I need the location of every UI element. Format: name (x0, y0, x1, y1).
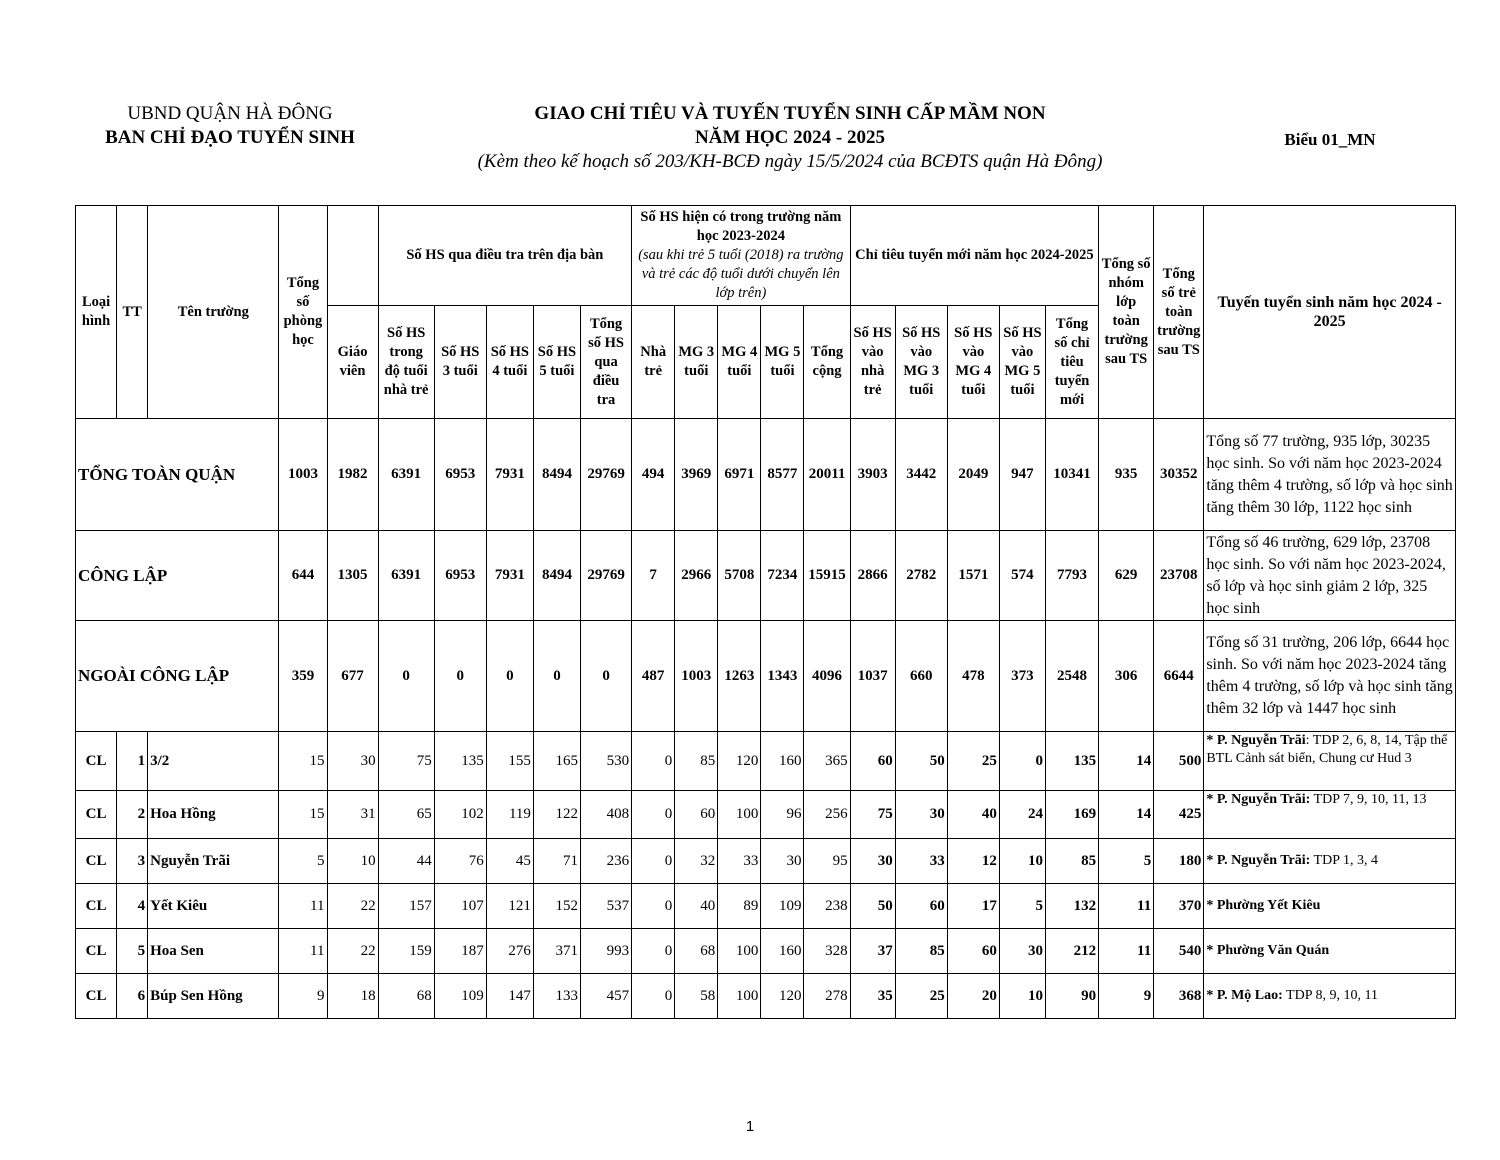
school-index: 6 (117, 974, 148, 1019)
summary-cell: 574 (999, 531, 1045, 621)
school-cell: 95 (804, 839, 850, 884)
school-cell: 31 (327, 791, 378, 839)
summary-cell: 0 (434, 621, 486, 732)
school-cell: 365 (804, 732, 850, 791)
school-type: CL (76, 974, 117, 1019)
summary-cell: 1003 (675, 621, 718, 732)
col-dt-3-tuoi: Số HS 3 tuổi (434, 306, 486, 419)
school-cell: 133 (533, 974, 580, 1019)
summary-cell: 1037 (850, 621, 895, 732)
summary-cell: 1982 (327, 419, 378, 531)
school-zone-note (1204, 732, 1456, 791)
school-cell: 30 (999, 929, 1045, 974)
group-hien-co (632, 206, 850, 306)
summary-cell: 1003 (279, 419, 327, 531)
col-tuyen-tuyen-sinh: Tuyến tuyển sinh năm học 2024 - 2025 (1204, 206, 1456, 419)
school-type: CL (76, 884, 117, 929)
org-line-1: UBND QUẬN HÀ ĐÔNG (127, 103, 333, 124)
document-title-block (420, 102, 1160, 174)
school-cell: 11 (279, 884, 327, 929)
school-cell: 135 (1045, 732, 1098, 791)
summary-cell: 7931 (486, 531, 533, 621)
school-row (76, 791, 1456, 839)
school-cell: 22 (327, 929, 378, 974)
school-row (76, 732, 1456, 791)
summary-cell: 3903 (850, 419, 895, 531)
summary-cell: 20011 (804, 419, 850, 531)
col-ten-truong: Tên trường (148, 206, 279, 419)
school-cell: 157 (378, 884, 434, 929)
school-cell: 120 (761, 974, 804, 1019)
school-cell: 147 (486, 974, 533, 1019)
zone-detail: TDP 1, 3, 4 (1310, 853, 1378, 868)
school-cell: 165 (533, 732, 580, 791)
summary-cell: 23708 (1154, 531, 1204, 621)
school-name: Búp Sen Hồng (148, 974, 279, 1019)
summary-cell: 7234 (761, 531, 804, 621)
summary-cell: 935 (1099, 419, 1154, 531)
summary-cell: 30352 (1154, 419, 1204, 531)
school-row (76, 884, 1456, 929)
col-tong-nhom-lop: Tổng số nhóm lớp toàn trường sau TS (1099, 206, 1154, 419)
school-cell: 40 (675, 884, 718, 929)
summary-cell: 6953 (434, 531, 486, 621)
summary-cell: 7793 (1045, 531, 1098, 621)
school-index: 3 (117, 839, 148, 884)
school-cell: 5 (1099, 839, 1154, 884)
summary-row (76, 621, 1456, 732)
col-ct-nha-tre: Số HS vào nhà trẻ (850, 306, 895, 419)
col-hc-mg5: MG 5 tuổi (761, 306, 804, 419)
summary-cell: 10341 (1045, 419, 1098, 531)
school-cell: 10 (999, 839, 1045, 884)
col-ct-mg5: Số HS vào MG 5 tuổi (999, 306, 1045, 419)
school-cell: 457 (580, 974, 631, 1019)
school-cell: 18 (327, 974, 378, 1019)
school-cell: 71 (533, 839, 580, 884)
school-cell: 44 (378, 839, 434, 884)
school-cell: 500 (1154, 732, 1204, 791)
summary-row (76, 531, 1456, 621)
summary-cell: 629 (1099, 531, 1154, 621)
school-cell: 33 (718, 839, 761, 884)
zone-ward: * P. Nguyễn Trãi: (1206, 792, 1311, 807)
col-hc-nha-tre: Nhà trẻ (632, 306, 675, 419)
school-cell: 993 (580, 929, 631, 974)
summary-cell: 0 (580, 621, 631, 732)
school-cell: 15 (279, 791, 327, 839)
summary-cell: 29769 (580, 531, 631, 621)
school-cell: 169 (1045, 791, 1098, 839)
school-zone-note (1204, 929, 1456, 974)
school-zone-note (1204, 791, 1456, 839)
summary-cell: 359 (279, 621, 327, 732)
school-cell: 0 (632, 974, 675, 1019)
summary-cell: 8577 (761, 419, 804, 531)
summary-cell: 947 (999, 419, 1045, 531)
school-cell: 85 (895, 929, 947, 974)
school-cell: 9 (279, 974, 327, 1019)
summary-cell: 8494 (533, 419, 580, 531)
school-cell: 160 (761, 732, 804, 791)
school-cell: 90 (1045, 974, 1098, 1019)
school-cell: 107 (434, 884, 486, 929)
summary-cell: 660 (895, 621, 947, 732)
school-row (76, 929, 1456, 974)
zone-detail: : TDP 2, 6, 8, 14, Tập thể BTL Cảnh sát biển, Chung cư Hud 3 (1206, 733, 1448, 766)
school-cell: 100 (718, 929, 761, 974)
school-index: 1 (117, 732, 148, 791)
zone-ward: * P. Mộ Lao: (1206, 988, 1283, 1003)
col-hc-mg4: MG 4 tuổi (718, 306, 761, 419)
school-row (76, 974, 1456, 1019)
group-hien-co-title: Số HS hiện có trong trường năm học 2023-2024 (640, 209, 842, 244)
school-name: Nguyễn Trãi (148, 839, 279, 884)
header-row-1 (76, 206, 1456, 306)
zone-detail: TDP 7, 9, 10, 11, 13 (1310, 792, 1427, 807)
school-cell: 68 (378, 974, 434, 1019)
summary-cell: 0 (378, 621, 434, 732)
summary-cell: 7 (632, 531, 675, 621)
school-cell: 328 (804, 929, 850, 974)
summary-cell: 2866 (850, 531, 895, 621)
school-cell: 14 (1099, 791, 1154, 839)
table-body (76, 419, 1456, 1019)
school-cell: 40 (947, 791, 999, 839)
school-cell: 122 (533, 791, 580, 839)
school-cell: 425 (1154, 791, 1204, 839)
summary-label: CÔNG LẬP (76, 531, 279, 621)
school-row (76, 839, 1456, 884)
school-cell: 0 (632, 791, 675, 839)
school-cell: 37 (850, 929, 895, 974)
school-cell: 155 (486, 732, 533, 791)
school-cell: 278 (804, 974, 850, 1019)
school-cell: 50 (895, 732, 947, 791)
school-name: 3/2 (148, 732, 279, 791)
school-index: 2 (117, 791, 148, 839)
org-line-2: BAN CHỈ ĐẠO TUYỂN SINH (105, 127, 355, 148)
zone-ward: * P. Nguyễn Trãi (1206, 733, 1306, 748)
school-cell: 0 (999, 732, 1045, 791)
school-type: CL (76, 839, 117, 884)
col-blank (327, 206, 378, 306)
group-hien-co-note: (sau khi trẻ 5 tuổi (2018) ra trường và trẻ các độ tuổi dưới chuyển lên lớp trên) (638, 247, 844, 301)
summary-row (76, 419, 1456, 531)
school-cell: 30 (895, 791, 947, 839)
school-index: 5 (117, 929, 148, 974)
summary-cell: 4096 (804, 621, 850, 732)
summary-cell: 487 (632, 621, 675, 732)
school-cell: 85 (1045, 839, 1098, 884)
school-cell: 14 (1099, 732, 1154, 791)
zone-ward: * Phường Văn Quán (1206, 943, 1330, 958)
school-cell: 238 (804, 884, 850, 929)
summary-cell: 15915 (804, 531, 850, 621)
summary-cell: 677 (327, 621, 378, 732)
summary-cell: 6953 (434, 419, 486, 531)
summary-cell: 6391 (378, 531, 434, 621)
col-tt: TT (117, 206, 148, 419)
school-cell: 100 (718, 974, 761, 1019)
school-zone-note (1204, 974, 1456, 1019)
summary-cell: 6644 (1154, 621, 1204, 732)
summary-note: Tổng số 31 trường, 206 lớp, 6644 học sinh. So với năm học 2023-2024 tăng thêm 4 trường, số lớp và học sinh tăng thêm 32 lớp và 1447 học sinh (1204, 621, 1456, 732)
school-cell: 530 (580, 732, 631, 791)
school-cell: 33 (895, 839, 947, 884)
school-cell: 370 (1154, 884, 1204, 929)
school-name: Yết Kiêu (148, 884, 279, 929)
school-cell: 236 (580, 839, 631, 884)
school-cell: 24 (999, 791, 1045, 839)
school-cell: 35 (850, 974, 895, 1019)
col-dt-5-tuoi: Số HS 5 tuổi (533, 306, 580, 419)
zone-ward: * Phường Yết Kiêu (1206, 898, 1321, 913)
summary-cell: 29769 (580, 419, 631, 531)
school-cell: 119 (486, 791, 533, 839)
school-type: CL (76, 732, 117, 791)
school-cell: 11 (279, 929, 327, 974)
school-cell: 76 (434, 839, 486, 884)
school-cell: 15 (279, 732, 327, 791)
school-cell: 75 (850, 791, 895, 839)
school-cell: 160 (761, 929, 804, 974)
summary-cell: 0 (486, 621, 533, 732)
col-dt-4-tuoi: Số HS 4 tuổi (486, 306, 533, 419)
summary-cell: 6391 (378, 419, 434, 531)
school-cell: 89 (718, 884, 761, 929)
school-type: CL (76, 791, 117, 839)
page-number: 1 (745, 1118, 755, 1135)
school-cell: 17 (947, 884, 999, 929)
summary-cell: 3969 (675, 419, 718, 531)
col-loai-hinh: Loại hình (76, 206, 117, 419)
school-cell: 537 (580, 884, 631, 929)
school-cell: 120 (718, 732, 761, 791)
school-cell: 5 (279, 839, 327, 884)
school-cell: 159 (378, 929, 434, 974)
summary-cell: 6971 (718, 419, 761, 531)
school-cell: 65 (378, 791, 434, 839)
school-cell: 25 (947, 732, 999, 791)
school-cell: 20 (947, 974, 999, 1019)
col-tong-tre: Tổng số trẻ toàn trường sau TS (1154, 206, 1204, 419)
issuing-organization (80, 102, 380, 150)
school-cell: 187 (434, 929, 486, 974)
summary-cell: 2782 (895, 531, 947, 621)
school-cell: 22 (327, 884, 378, 929)
enrollment-table (75, 205, 1456, 1019)
school-cell: 30 (327, 732, 378, 791)
school-cell: 132 (1045, 884, 1098, 929)
school-zone-note (1204, 839, 1456, 884)
school-cell: 60 (850, 732, 895, 791)
school-cell: 408 (580, 791, 631, 839)
school-cell: 25 (895, 974, 947, 1019)
form-code: Biểu 01_MN (1284, 130, 1376, 149)
col-ct-mg3: Số HS vào MG 3 tuổi (895, 306, 947, 419)
school-cell: 256 (804, 791, 850, 839)
school-cell: 109 (434, 974, 486, 1019)
summary-cell: 1343 (761, 621, 804, 732)
school-cell: 135 (434, 732, 486, 791)
col-dt-nha-tre: Số HS trong độ tuổi nhà trẻ (378, 306, 434, 419)
col-hc-tong: Tổng cộng (804, 306, 850, 419)
summary-cell: 2049 (947, 419, 999, 531)
school-cell: 0 (632, 884, 675, 929)
summary-note: Tổng số 77 trường, 935 lớp, 30235 học sinh. So với năm học 2023-2024 tăng thêm 4 trường, số lớp và học sinh tăng thêm 30 lớp, 1122 học sinh (1204, 419, 1456, 531)
summary-cell: 0 (533, 621, 580, 732)
summary-cell: 644 (279, 531, 327, 621)
school-cell: 371 (533, 929, 580, 974)
summary-cell: 306 (1099, 621, 1154, 732)
school-cell: 121 (486, 884, 533, 929)
summary-cell: 494 (632, 419, 675, 531)
school-cell: 10 (999, 974, 1045, 1019)
col-dt-tong: Tổng số HS qua điều tra (580, 306, 631, 419)
summary-label: NGOÀI CÔNG LẬP (76, 621, 279, 732)
school-cell: 0 (632, 732, 675, 791)
group-dieu-tra: Số HS qua điều tra trên địa bàn (378, 206, 632, 306)
school-cell: 75 (378, 732, 434, 791)
school-cell: 96 (761, 791, 804, 839)
school-cell: 32 (675, 839, 718, 884)
summary-cell: 8494 (533, 531, 580, 621)
school-index: 4 (117, 884, 148, 929)
school-year: NĂM HỌC 2024 - 2025 (695, 127, 885, 148)
group-chi-tieu: Chỉ tiêu tuyển mới năm học 2024-2025 (850, 206, 1099, 306)
school-cell: 102 (434, 791, 486, 839)
summary-cell: 2548 (1045, 621, 1098, 732)
school-cell: 60 (895, 884, 947, 929)
school-cell: 58 (675, 974, 718, 1019)
school-cell: 68 (675, 929, 718, 974)
school-cell: 100 (718, 791, 761, 839)
summary-note: Tổng số 46 trường, 629 lớp, 23708 học sinh. So với năm học 2023-2024, số lớp và học sinh giảm 2 lớp, 325 học sinh (1204, 531, 1456, 621)
school-type: CL (76, 929, 117, 974)
school-cell: 368 (1154, 974, 1204, 1019)
school-cell: 11 (1099, 929, 1154, 974)
summary-cell: 1263 (718, 621, 761, 732)
school-cell: 109 (761, 884, 804, 929)
school-cell: 10 (327, 839, 378, 884)
school-cell: 50 (850, 884, 895, 929)
school-cell: 180 (1154, 839, 1204, 884)
school-zone-note (1204, 884, 1456, 929)
col-ct-mg4: Số HS vào MG 4 tuổi (947, 306, 999, 419)
school-cell: 276 (486, 929, 533, 974)
summary-cell: 3442 (895, 419, 947, 531)
col-giao-vien: Giáo viên (327, 306, 378, 419)
document-title: GIAO CHỈ TIÊU VÀ TUYẾN TUYỂN SINH CẤP MẦM NON (534, 103, 1046, 124)
summary-cell: 7931 (486, 419, 533, 531)
school-cell: 0 (632, 929, 675, 974)
school-cell: 212 (1045, 929, 1098, 974)
school-cell: 12 (947, 839, 999, 884)
school-cell: 11 (1099, 884, 1154, 929)
school-name: Hoa Hồng (148, 791, 279, 839)
summary-cell: 478 (947, 621, 999, 732)
zone-ward: * P. Nguyễn Trãi: (1206, 853, 1311, 868)
summary-cell: 2966 (675, 531, 718, 621)
school-cell: 60 (675, 791, 718, 839)
school-cell: 152 (533, 884, 580, 929)
col-hc-mg3: MG 3 tuổi (675, 306, 718, 419)
school-cell: 9 (1099, 974, 1154, 1019)
school-cell: 540 (1154, 929, 1204, 974)
document-subtitle: (Kèm theo kế hoạch số 203/KH-BCĐ ngày 15/5/2024 của BCĐTS quận Hà Đông) (477, 151, 1103, 172)
col-ct-tong: Tổng số chỉ tiêu tuyển mới (1045, 306, 1098, 419)
summary-cell: 1305 (327, 531, 378, 621)
summary-cell: 1571 (947, 531, 999, 621)
school-cell: 60 (947, 929, 999, 974)
school-cell: 30 (850, 839, 895, 884)
summary-label: TỔNG TOÀN QUẬN (76, 419, 279, 531)
school-cell: 5 (999, 884, 1045, 929)
school-cell: 45 (486, 839, 533, 884)
school-name: Hoa Sen (148, 929, 279, 974)
school-cell: 30 (761, 839, 804, 884)
summary-cell: 373 (999, 621, 1045, 732)
school-cell: 0 (632, 839, 675, 884)
school-cell: 85 (675, 732, 718, 791)
col-tong-phong-hoc: Tổng số phòng học (279, 206, 327, 419)
summary-cell: 5708 (718, 531, 761, 621)
zone-detail: TDP 8, 9, 10, 11 (1282, 988, 1378, 1003)
